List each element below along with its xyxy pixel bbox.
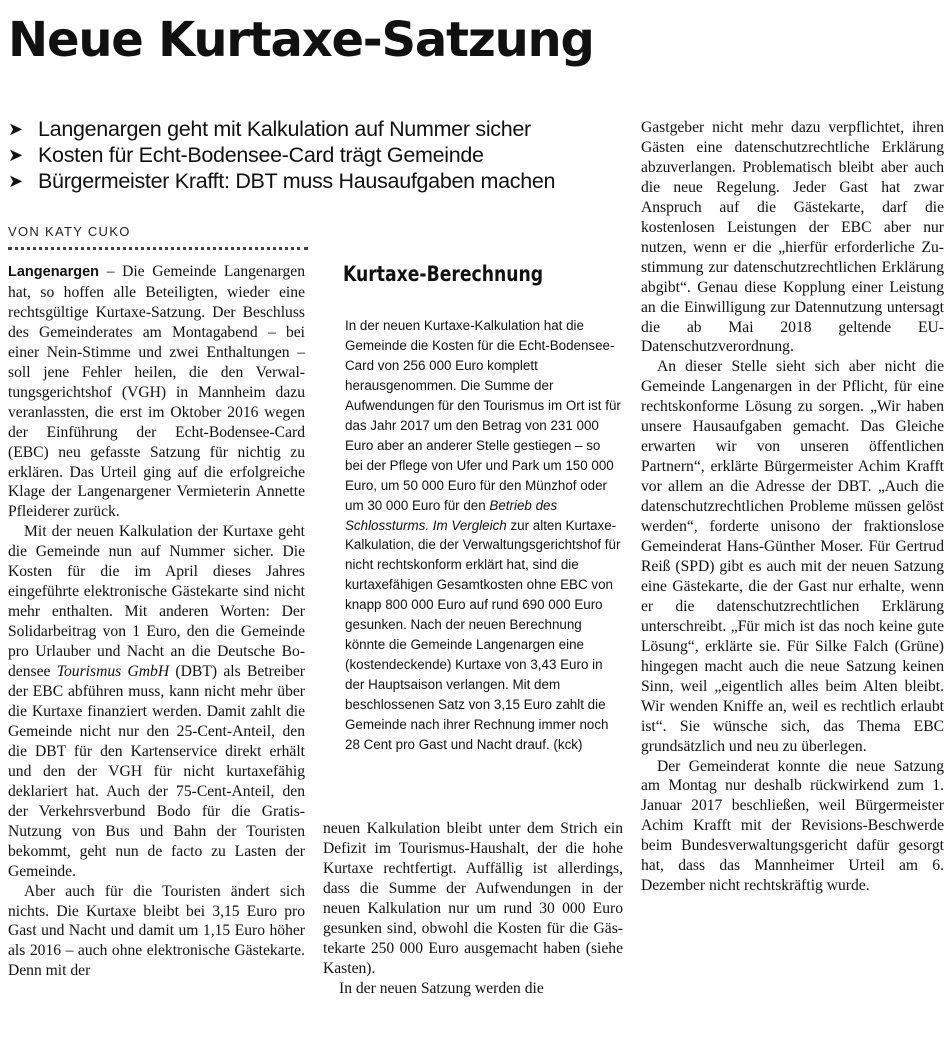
byline: VON KATY CUKO	[8, 224, 131, 239]
dotted-divider	[8, 247, 308, 250]
paragraph: Der Gemeinderat konnte die neue Satzung am Montag nur deshalb rückwirkend zum 1. Januar 2017 beschließen, weil Bürgermeister Achim Krafft mit der Revisions-Beschwerde beim Bundesverwaltungsgericht dafür gesorgt hat, dass das Mannheimer Urteil am 6. Dezember nicht rechtskräftig wurde.	[641, 757, 944, 895]
column-1	[8, 262, 305, 981]
subheadline-text: Kosten für Echt-Bodensee-Card trägt Gemeinde	[38, 143, 484, 167]
arrow-icon: ➤	[8, 119, 23, 139]
info-box-title: Kurtaxe-Berechnung	[343, 262, 544, 286]
paragraph: Gastgeber nicht mehr dazu verpflichtet, ihren Gästen eine datenschutzrechtliche Erklärung abzuverlangen. Problematisch bleibt aber auch die neue Regelung. Jeder Gast hat zwar Anspruch auf die Gästekarte, darf die kostenlosen Leistungen der EBC aber nur nutzen, wenn er die „hierfür erforderliche Zustimmung zur datenschutzrechtlichen Erklärung abgibt“. Genau diese Kopplung einer Leistung an die Einwilligung zur Datennutzung untersagt die ab Mai 2018 geltende EU-Datenschutzverordnung.	[641, 119, 944, 356]
info-box	[324, 258, 622, 818]
paragraph-text: Mit der neuen Kalkulation der Kurtaxe geht die Gemeinde nun auf Nummer sicher. Die Kosten für die im April dieses Jahres eingeführte elektronische Gästekarte sind nicht mehr enthalten. Mit anderen Worten: Der Solidarbeitrag von 1 Euro, den die Gemeinde pro Urlauber und Nacht an die Deutsche Bodensee	[8, 523, 305, 681]
subheadline-text: Langenargen geht mit Kalkulation auf Nummer sicher	[38, 117, 531, 141]
subheadline-item	[8, 168, 628, 194]
info-box-text-part: In der neuen Kurtaxe-Kalkulation hat die Gemeinde die Kosten für die Echt-Bodensee-Card von 256 000 Euro komplett herausgenommen. Die Summe der Aufwendungen für den Tourismus im Ort ist für das Jahr 2017 um den Betrag von 231 000 Euro aber an anderer Stelle gestiegen – so bei der Pflege von Ufer und Park um 150 000 Euro, um 50 000 Euro für den Münzhof oder um 30 000 Euro für den	[345, 318, 621, 513]
info-box-emphasis: Betrieb des Schlossturms. Im Vergleich	[345, 497, 558, 533]
paragraph: neuen Kalkulation bleibt unter dem Strich ein Defizit im Tourismus-Haushalt, der die hohe Kurtaxe rechtfertigt. Auffällig ist allerdings, dass die Summe der Aufwendungen in der neuen Kalkulation nur um rund 30 000 Euro gesunken sind, obwohl die Kosten für die Gästekarte 250 000 Euro ausgemacht haben (siehe Kasten).	[323, 820, 623, 977]
paragraph	[8, 522, 305, 881]
headline: Neue Kurtaxe-Satzung	[8, 12, 594, 68]
subheadline-list	[8, 116, 628, 194]
paragraph: An dieser Stelle sieht sich aber nicht die Gemeinde Langenargen in der Pflicht, für eine rechtskonforme Lösung zu sorgen. „Wir haben unsere Hausaufgaben gemacht. Das Gleiche erwarten wir von unseren öffentlichen Partnern“, erklärte Bürgermeister Achim Krafft vor allem an die Adresse der DBT. „Auch die datenschutzrechtlichen Probleme müssen gelöst werden“, forderte unisono der fraktionslose Gemeinderat Hans-Günther Moser. Für Gertrud Reiß (SPD) gibt es auch mit der neuen Satzung eine Gästekarte, die der Gast nur erhalte, wenn er die datenschutzrechtlichen Erklärung unterschreibt. „Für mich ist das noch keine gute Lösung“, erklärte sie. Für Silke Falch (Grüne) hingegen macht auch die neue Satzung keinen Sinn, weil „eigentlich alles beim Alten bleibt. Wir wenden Kniffe an, weil es rechtlich erlaubt ist“. Sie wünsche sich, das Thema EBC grundsätzlich und neu zu überlegen.	[641, 358, 944, 755]
subheadline-item	[8, 142, 628, 168]
info-box-text-part: zur alten Kurtaxe-Kalkulation, die der Verwaltungsgerichtshof für nicht rechtskonform erklärt hat, sind die kurtaxefähigen Gesamtkosten ohne EBC von knapp 800 000 Euro auf rund 690 000 Euro gesunken. Nach der neuen Berechnung könnte die Gemeinde Langenargen eine (kostendeckende) Kurtaxe von 3,43 Euro in der Hauptsaison verlangen. Mit dem beschlossenen Satz von 3,15 Euro zahlt die Gemeinde nach ihrer Rechnung immer noch 28 Cent pro Gast und Nacht drauf. (kck)	[345, 517, 621, 753]
info-box-text	[345, 316, 621, 755]
column-3	[641, 118, 944, 896]
arrow-icon: ➤	[8, 171, 23, 191]
dateline: Langenargen	[8, 264, 100, 280]
paragraph-emphasis: Tourismus GmbH	[56, 663, 170, 681]
paragraph	[8, 262, 305, 522]
paragraph: In der neuen Satzung werden die	[339, 979, 544, 997]
subheadline-item	[8, 116, 628, 142]
paragraph: Aber auch für die Touristen ändert sich nichts. Die Kurtaxe bleibt bei 3,15 Euro pro Gast und Nacht und damit um 1,15 Euro höher als 2016 – auch ohne elektronische Gästekarte. Denn mit der	[8, 882, 305, 980]
column-2	[323, 819, 623, 999]
subheadline-text: Bürgermeister Krafft: DBT muss Hausaufgaben machen	[38, 169, 556, 193]
paragraph-text: – Die Gemeinde Langenargen hat, so hoffen alle Beteiligten, wieder eine rechtsgültige Kurtaxe-Satzung. Der Beschluss des Gemeinderates am Montagabend – bei einer Nein-Stimme und zwei Enthaltungen – soll jene Fehler heilen, die den Verwaltungsgerichtshof (VGH) in Mannheim dazu veranlassten, die erst im Oktober 2016 wegen der Einführung der Echt-Bodensee-Card (EBC) neu gefasste Satzung für nichtig zu erklären. Das Urteil ging auf die erfolgreiche Klage der Langenargener Vermieterin Annette Pfleiderer zurück.	[8, 263, 305, 521]
paragraph-text: (DBT) als Betreiber der EBC abführen muss, kann nicht mehr über die Kurtaxe finanziert werden. Damit zahlt die Gemeinde nicht nur den 25-Cent-Anteil, den die DBT für den Kartenservice direkt erhält und den der VGH für nicht kurtaxefähig deklariert hat. Auch der 75-Cent-Anteil, den der Verkehrsverbund Bodo für die Gratis-Nutzung von Bus und Bahn der Touristen bekommt, geht nun de facto zu Lasten der Gemeinde.	[8, 663, 305, 880]
arrow-icon: ➤	[8, 145, 23, 165]
